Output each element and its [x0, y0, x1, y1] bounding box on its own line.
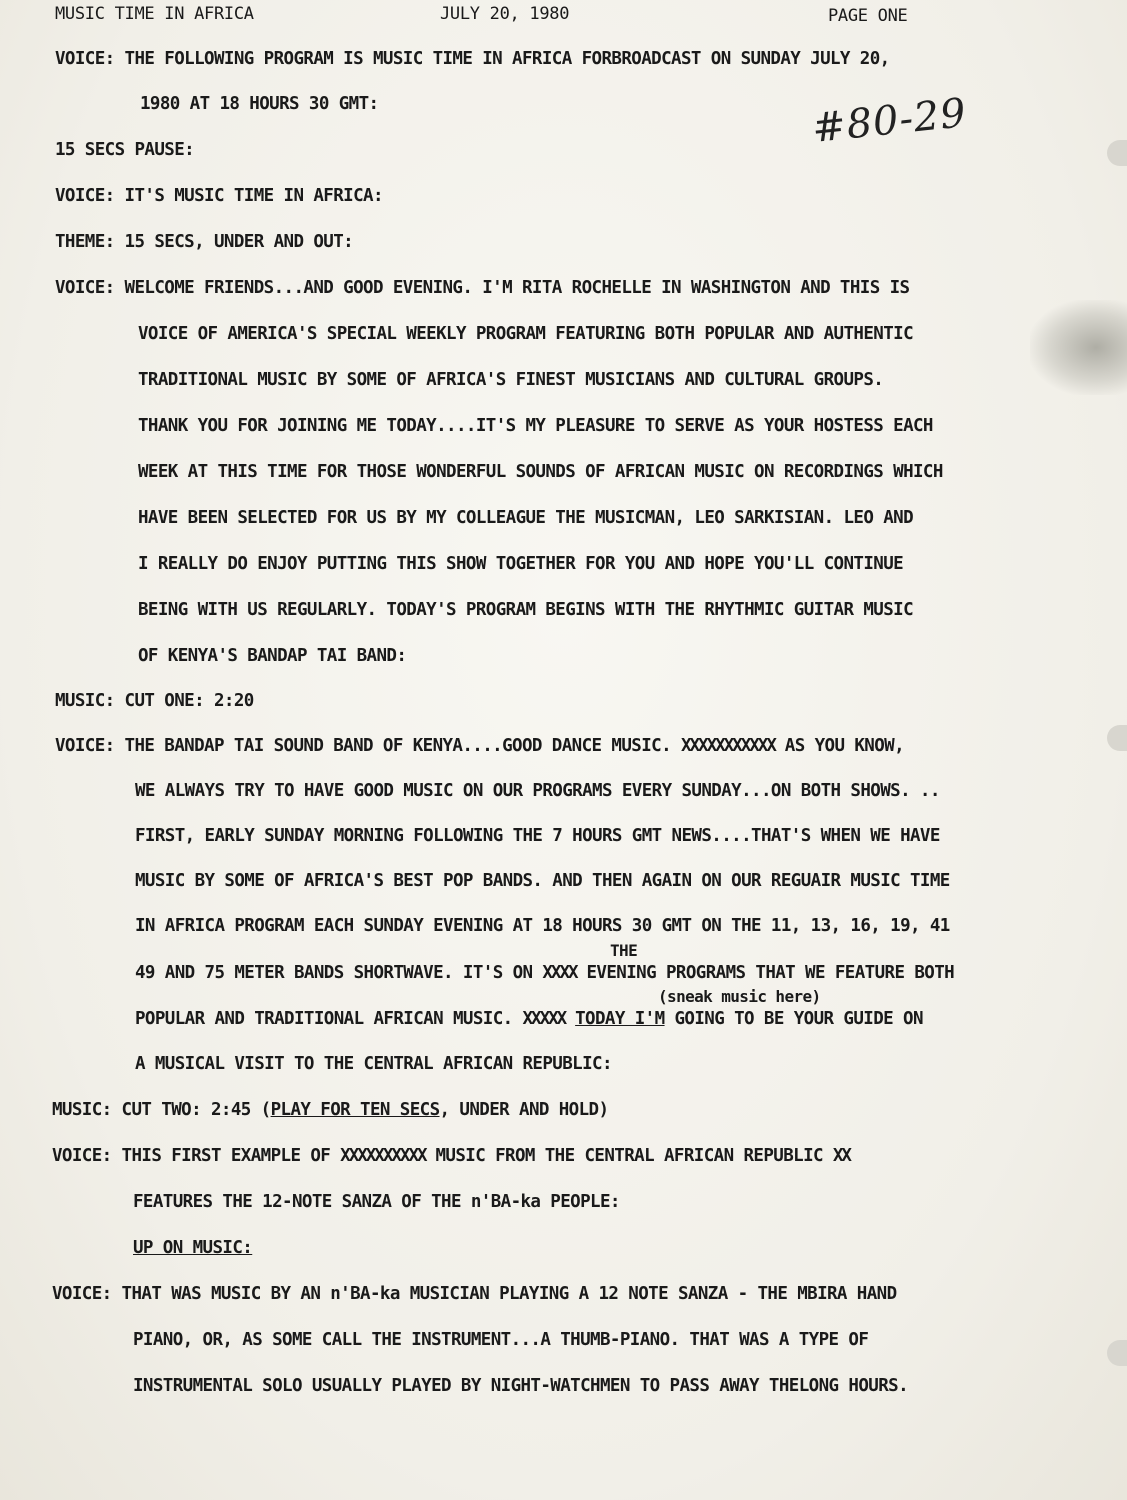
insertion-text: THE	[610, 941, 638, 960]
script-line: WEEK AT THIS TIME FOR THOSE WONDERFUL SOUNDS OF AFRICAN MUSIC ON RECORDINGS WHICH	[138, 462, 943, 482]
script-line: MUSIC BY SOME OF AFRICA'S BEST POP BANDS. AND THEN AGAIN ON OUR REGUAIR MUSIC TIME	[135, 871, 950, 891]
text-segment: POPULAR AND TRADITIONAL AFRICAN MUSIC.	[135, 1009, 523, 1029]
insertion-text: (sneak music here)	[658, 987, 821, 1006]
script-line: FEATURES THE 12-NOTE SANZA OF THE n'BA-ka PEOPLE:	[133, 1192, 620, 1212]
script-line: IN AFRICA PROGRAM EACH SUNDAY EVENING AT 18 HOURS 30 GMT ON THE 11, 13, 16, 19, 41	[135, 916, 950, 936]
punch-hole	[1107, 1340, 1127, 1366]
header-program: MUSIC TIME IN AFRICA	[55, 4, 254, 24]
underlined-text: PLAY FOR TEN SECS	[270, 1100, 440, 1120]
text-segment: MUSIC FROM THE CENTRAL AFRICAN REPUBLIC	[425, 1146, 833, 1166]
script-line: I REALLY DO ENJOY PUTTING THIS SHOW TOGETHER FOR YOU AND HOPE YOU'LL CONTINUE	[138, 554, 904, 574]
script-line: 1980 AT 18 HOURS 30 GMT:	[140, 94, 379, 114]
script-line: BEING WITH US REGULARLY. TODAY'S PROGRAM BEGINS WITH THE RHYTHMIC GUITAR MUSIC	[138, 600, 913, 620]
struck-text: XXXX	[542, 963, 577, 983]
script-line: OF KENYA'S BANDAP TAI BAND:	[138, 646, 407, 666]
script-line: THANK YOU FOR JOINING ME TODAY....IT'S MY PLEASURE TO SERVE AS YOUR HOSTESS EACH	[138, 416, 933, 436]
script-line: THEME: 15 SECS, UNDER AND OUT:	[55, 232, 354, 252]
text-segment: GOING TO BE YOUR GUIDE ON	[664, 1009, 923, 1029]
text-segment: , UNDER AND HOLD)	[439, 1100, 609, 1120]
script-line: MUSIC: CUT ONE: 2:20	[55, 691, 254, 711]
struck-text: XX	[832, 1146, 850, 1166]
script-line: PIANO, OR, AS SOME CALL THE INSTRUMENT...A THUMB-PIANO. THAT WAS A TYPE OF	[133, 1330, 869, 1350]
punch-hole	[1107, 725, 1127, 751]
punch-hole	[1107, 140, 1127, 166]
text-segment: AS YOU KNOW,	[774, 736, 905, 756]
header-page: PAGE ONE	[828, 6, 908, 26]
text-segment: VOICE: THIS FIRST EXAMPLE OF	[52, 1146, 341, 1166]
script-line: A MUSICAL VISIT TO THE CENTRAL AFRICAN REPUBLIC:	[135, 1054, 612, 1074]
script-line: TRADITIONAL MUSIC BY SOME OF AFRICA'S FINEST MUSICIANS AND CULTURAL GROUPS.	[138, 370, 884, 390]
struck-text: XXXXXXXXXX	[340, 1146, 426, 1166]
text-segment: MUSIC: CUT TWO: 2:45 (	[52, 1100, 271, 1120]
handwritten-annotation: #80-29	[810, 90, 969, 152]
struck-text: XXXXXXXXXXX	[680, 736, 775, 756]
script-line	[55, 736, 904, 756]
script-line: WE ALWAYS TRY TO HAVE GOOD MUSIC ON OUR PROGRAMS EVERY SUNDAY...ON BOTH SHOWS. ..	[135, 781, 940, 801]
text-segment: 49 AND 75 METER BANDS SHORTWAVE. IT'S ON	[135, 963, 543, 983]
underlined-text: TODAY I'M	[575, 1009, 665, 1029]
script-line: VOICE: THAT WAS MUSIC BY AN n'BA-ka MUSICIAN PLAYING A 12 NOTE SANZA - THE MBIRA HAND	[52, 1284, 897, 1304]
script-line: UP ON MUSIC:	[133, 1238, 253, 1258]
script-line	[52, 1146, 850, 1166]
script-line: INSTRUMENTAL SOLO USUALLY PLAYED BY NIGHT-WATCHMEN TO PASS AWAY THELONG HOURS.	[133, 1376, 908, 1396]
script-line: 15 SECS PAUSE:	[55, 140, 195, 160]
text-segment: VOICE: THE BANDAP TAI SOUND BAND OF KENYA....GOOD DANCE MUSIC.	[55, 736, 681, 756]
script-line: HAVE BEEN SELECTED FOR US BY MY COLLEAGUE THE MUSICMAN, LEO SARKISIAN. LEO AND	[138, 508, 913, 528]
script-line: VOICE: WELCOME FRIENDS...AND GOOD EVENING. I'M RITA ROCHELLE IN WASHINGTON AND THIS IS	[55, 278, 910, 298]
struck-text: XXXXX	[522, 1009, 566, 1029]
paper-stain	[1030, 300, 1127, 395]
script-line	[52, 1100, 608, 1120]
script-line: VOICE OF AMERICA'S SPECIAL WEEKLY PROGRAM FEATURING BOTH POPULAR AND AUTHENTIC	[138, 324, 913, 344]
script-line: VOICE: THE FOLLOWING PROGRAM IS MUSIC TIME IN AFRICA FORBROADCAST ON SUNDAY JULY 20,	[55, 49, 890, 69]
script-line	[135, 963, 954, 983]
text-segment: EVENING PROGRAMS THAT WE FEATURE BOTH	[576, 963, 955, 983]
script-line	[135, 1009, 923, 1029]
script-line: VOICE: IT'S MUSIC TIME IN AFRICA:	[55, 186, 383, 206]
script-line: FIRST, EARLY SUNDAY MORNING FOLLOWING THE 7 HOURS GMT NEWS....THAT'S WHEN WE HAVE	[135, 826, 940, 846]
header-date: JULY 20, 1980	[440, 4, 570, 24]
